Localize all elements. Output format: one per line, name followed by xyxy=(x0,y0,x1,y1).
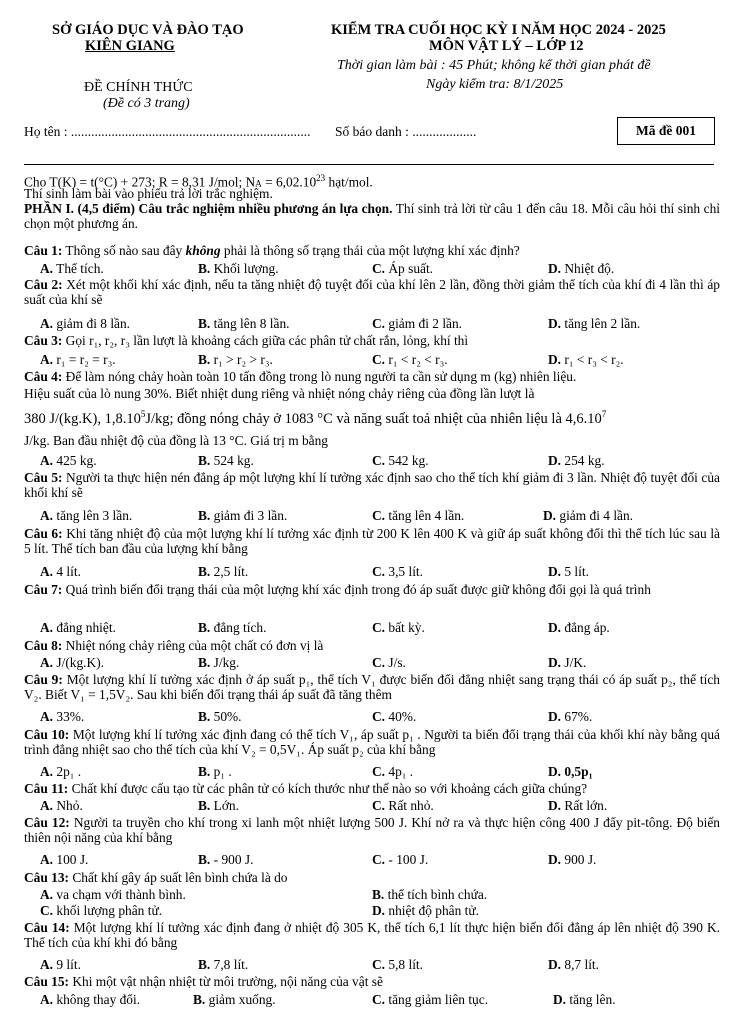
given-constants: Cho T(K) = t(°C) + 273; R = 8,31 J/mol; NA = $6,02.10^{23}$ hạt/mol. xyxy=(24,173,373,190)
q11-option-a[interactable]: A. Nhỏ. xyxy=(40,798,83,813)
question-15: Câu 15: Khi một vật nhận nhiệt từ môi trường, nội năng của vật sẽ xyxy=(24,974,383,989)
q1-option-d[interactable]: D. Nhiệt độ. xyxy=(548,261,615,276)
question-2: Câu 2: Xét một khối khí xác định, nếu ta tăng nhiệt độ tuyệt đối của khí lên 2 lần, đồng thời giảm thể tích của khí đi 4 lần thì áp suất của khí sẽ xyxy=(24,277,720,307)
question-4-line-1: Câu 4: Để làm nóng chảy hoàn toàn 10 tấn đồng trong lò nung người ta cần sử dụng m (kg) nhiên liệu. xyxy=(24,369,577,384)
q11-option-d[interactable]: D. Rất lớn. xyxy=(548,798,608,813)
q9-option-d[interactable]: D. 67%. xyxy=(548,709,593,724)
q11-option-b[interactable]: B. Lớn. xyxy=(198,798,239,813)
exam-time: Thời gian làm bài : 45 Phút; không kể thời gian phát đề xyxy=(337,58,651,73)
q15-option-d[interactable]: D. tăng lên. xyxy=(553,992,616,1007)
question-13: Câu 13: Chất khí gây áp suất lên bình chứa là do xyxy=(24,870,288,885)
question-6: Câu 6: Khi tăng nhiệt độ của một lượng khí lí tưởng xác định từ 200 K lên 400 K và giữ áp suất không đổi thì thể tích lúc sau là 5 lít. Thể tích ban đầu của lượng khí bằng xyxy=(24,526,720,556)
subject: MÔN VẬT LÝ – LỚP 12 xyxy=(429,38,584,54)
q3-option-a[interactable]: A. r₁ = r₂ = r₃. xyxy=(40,352,116,367)
q9-option-b[interactable]: B. 50%. xyxy=(198,709,242,724)
q10-option-a[interactable]: A. 2p₁ . xyxy=(40,764,82,779)
q8-option-a[interactable]: A. J/(kg.K). xyxy=(40,655,104,670)
q10-option-c[interactable]: C. 4p₁ . xyxy=(372,764,414,779)
q4-option-c[interactable]: C. 542 kg. xyxy=(372,453,429,468)
question-4-line-3: 380 J/(kg.K), 1,8.10$^5$J/kg; đồng nóng chảy ở 1083 °C và năng suất toả nhiệt của nhiên liệu là 4,6.10$^7$ xyxy=(24,409,607,427)
id-field: Số báo danh : ................... xyxy=(335,124,477,139)
name-field: Họ tên : ....................................................................... xyxy=(24,124,311,139)
question-3: Câu 3: Gọi r₁, r₂, r₃ lần lượt là khoảng cách giữa các phân tử chất rắn, lỏng, khí thì xyxy=(24,333,469,348)
question-4-line-2: Hiệu suất của lò nung 30%. Biết nhiệt dung riêng và nhiệt nóng chảy riêng của đồng lần lượt là xyxy=(24,386,535,401)
question-7: Câu 7: Quá trình biến đổi trạng thái của một lượng khí xác định trong đó áp suất được giữ không đổi gọi là quá trình xyxy=(24,582,651,597)
q2-option-d[interactable]: D. tăng lên 2 lần. xyxy=(548,316,641,331)
q5-option-b[interactable]: B. giảm đi 3 lần. xyxy=(198,508,288,523)
q14-option-c[interactable]: C. 5,8 lít. xyxy=(372,957,423,972)
q8-option-d[interactable]: D. J/K. xyxy=(548,655,587,670)
official-label: ĐỀ CHÍNH THỨC xyxy=(84,80,193,95)
q8-option-b[interactable]: B. J/kg. xyxy=(198,655,240,670)
q7-option-b[interactable]: B. đẳng tích. xyxy=(198,620,267,635)
q8-option-c[interactable]: C. J/s. xyxy=(372,655,406,670)
q12-option-c[interactable]: C. - 100 J. xyxy=(372,852,429,867)
q15-option-c[interactable]: C. tăng giảm liên tục. xyxy=(372,992,489,1007)
q15-option-b[interactable]: B. giảm xuống. xyxy=(193,992,276,1007)
q6-option-c[interactable]: C. 3,5 lít. xyxy=(372,564,423,579)
instruction: Thí sinh làm bài vào phiếu trả lời trắc nghiệm. xyxy=(24,186,273,201)
q12-option-a[interactable]: A. 100 J. xyxy=(40,852,89,867)
q4-option-d[interactable]: D. 254 kg. xyxy=(548,453,605,468)
q2-option-a[interactable]: A. giảm đi 8 lần. xyxy=(40,316,131,331)
divider xyxy=(24,164,714,165)
q1-option-b[interactable]: B. Khối lượng. xyxy=(198,261,279,276)
question-4-line-4: J/kg. Ban đầu nhiệt độ của đồng là 13 °C. Giá trị m bằng xyxy=(24,433,328,448)
question-10: Câu 10: Một lượng khí lí tưởng xác định đang có thể tích V₁, áp suất p₁ . Người ta biến đổi trạng thái của khối khí này bằng quá trình đẳng nhiệt sao cho thể tích của khí V₂ = 0,5V₁. Áp suất p₂ của khí bằng xyxy=(24,727,720,757)
department: SỞ GIÁO DỤC VÀ ĐÀO TẠO xyxy=(52,22,244,38)
q5-option-c[interactable]: C. tăng lên 4 lần. xyxy=(372,508,465,523)
q13-option-d[interactable]: D. nhiệt độ phân tử. xyxy=(372,903,479,918)
q11-option-c[interactable]: C. Rất nhỏ. xyxy=(372,798,434,813)
q1-option-a[interactable]: A. Thể tích. xyxy=(40,261,104,276)
q12-option-d[interactable]: D. 900 J. xyxy=(548,852,597,867)
exam-date: Ngày kiểm tra: 8/1/2025 xyxy=(426,77,564,92)
q1-option-c[interactable]: C. Áp suất. xyxy=(372,261,434,276)
q10-option-b[interactable]: B. p₁ . xyxy=(198,764,232,779)
province: KIÊN GIANG xyxy=(85,38,175,54)
exam-title: KIỂM TRA CUỐI HỌC KỲ I NĂM HỌC 2024 - 2025 xyxy=(331,22,666,38)
q9-option-a[interactable]: A. 33%. xyxy=(40,709,85,724)
q4-option-a[interactable]: A. 425 kg. xyxy=(40,453,97,468)
q2-option-b[interactable]: B. tăng lên 8 lần. xyxy=(198,316,290,331)
q3-option-b[interactable]: B. r₁ > r₂ > r₃. xyxy=(198,352,273,367)
q5-option-a[interactable]: A. tăng lên 3 lần. xyxy=(40,508,133,523)
exam-code-box: Mã đề 001 xyxy=(617,117,715,145)
q15-option-a[interactable]: A. không thay đổi. xyxy=(40,992,141,1007)
question-5: Câu 5: Người ta thực hiện nén đẳng áp một lượng khí lí tưởng xác định sao cho thể tích khí giảm đi 3 lần. Nhiệt độ tuyệt đối của khối khí sẽ xyxy=(24,470,720,500)
q3-option-c[interactable]: C. r₁ < r₂ < r₃. xyxy=(372,352,448,367)
question-14: Câu 14: Một lượng khí lí tưởng xác định đang ở nhiệt độ 305 K, thể tích 6,1 lít thực hiện biến đổi đẳng áp lên nhiệt độ 390 K. Thể tích của khí khi đó bằng xyxy=(24,920,721,950)
q14-option-a[interactable]: A. 9 lít. xyxy=(40,957,81,972)
q7-option-a[interactable]: A. đẳng nhiệt. xyxy=(40,620,116,635)
question-1: Câu 1: Thông số nào sau đây không phải là thông số trạng thái của một lượng khí xác định? xyxy=(24,243,520,258)
q5-option-d[interactable]: D. giảm đi 4 lần. xyxy=(543,508,634,523)
q7-option-c[interactable]: C. bất kỳ. xyxy=(372,620,425,635)
q3-option-d[interactable]: D. r₁ < r₃ < r₂. xyxy=(548,352,624,367)
question-8: Câu 8: Nhiệt nóng chảy riêng của một chất có đơn vị là xyxy=(24,638,324,653)
q6-option-d[interactable]: D. 5 lít. xyxy=(548,564,589,579)
q2-option-c[interactable]: C. giảm đi 2 lần. xyxy=(372,316,463,331)
part1-heading: PHẦN I. (4,5 điểm) Câu trắc nghiệm nhiều phương án lựa chọn. Thí sinh trả lời từ câu 1 đến câu 18. Mỗi câu hỏi thí sinh chỉ chọn một phương án. xyxy=(24,201,720,231)
q14-option-d[interactable]: D. 8,7 lít. xyxy=(548,957,599,972)
q6-option-a[interactable]: A. 4 lít. xyxy=(40,564,81,579)
q14-option-b[interactable]: B. 7,8 lít. xyxy=(198,957,249,972)
q7-option-d[interactable]: D. đẳng áp. xyxy=(548,620,610,635)
question-9: Câu 9: Một lượng khí lí tưởng xác định ở áp suất p₁, thể tích V₁ được biến đổi đẳng nhiệt sang trạng thái có áp suất p₂, thể tích V₂. Biết V₁ = 1,5V₂. Sau khi biến đổi trạng thái áp suất đã tăng thêm xyxy=(24,672,720,702)
question-12: Câu 12: Người ta truyền cho khí trong xi lanh một nhiệt lượng 500 J. Khí nở ra và thực hiện công 400 J đẩy pit-tông. Độ biến thiên nội năng của khí bằng xyxy=(24,815,720,845)
q13-option-c[interactable]: C. khối lượng phân tử. xyxy=(40,903,163,918)
q9-option-c[interactable]: C. 40%. xyxy=(372,709,417,724)
q13-option-b[interactable]: B. thể tích bình chứa. xyxy=(372,887,488,902)
page-count: (Đề có 3 trang) xyxy=(103,96,190,111)
q4-option-b[interactable]: B. 524 kg. xyxy=(198,453,254,468)
q13-option-a[interactable]: A. va chạm với thành bình. xyxy=(40,887,186,902)
q12-option-b[interactable]: B. - 900 J. xyxy=(198,852,254,867)
q10-option-d[interactable]: D. 0,5p₁ xyxy=(548,764,593,779)
q6-option-b[interactable]: B. 2,5 lít. xyxy=(198,564,249,579)
question-11: Câu 11: Chất khí được cấu tạo từ các phân tử có kích thước như thế nào so với khoảng cách giữa chúng? xyxy=(24,781,588,796)
